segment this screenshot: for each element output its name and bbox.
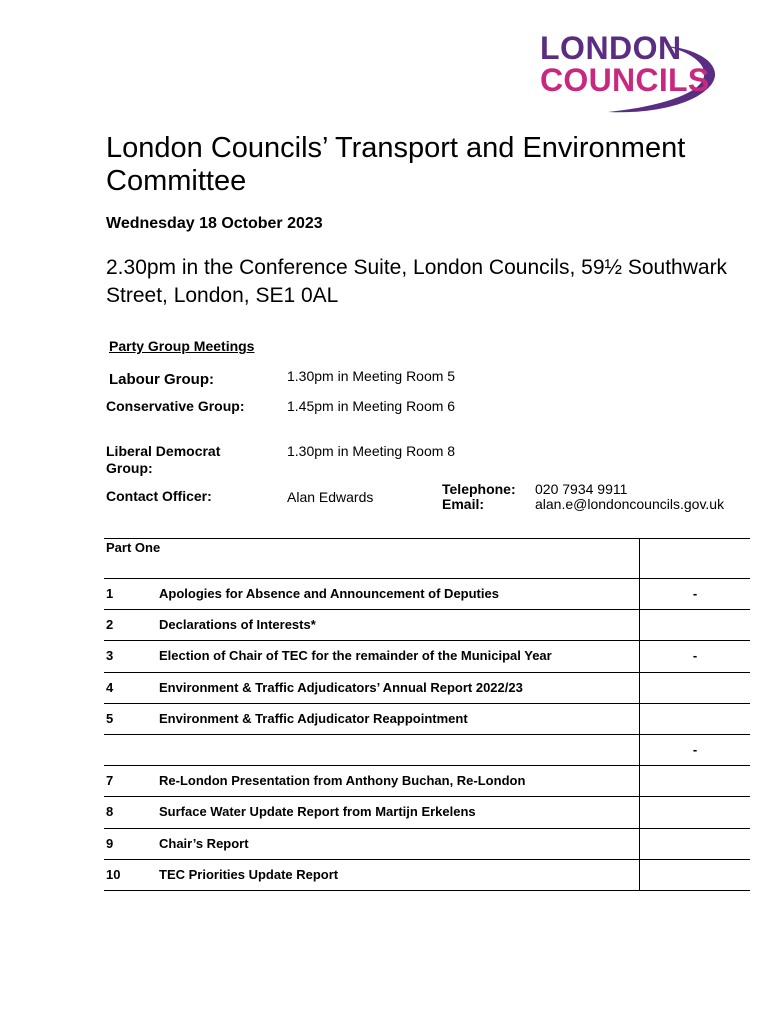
email-label: Email: <box>442 496 485 512</box>
labour-group-label: Labour Group: <box>109 371 214 388</box>
agenda-item-title: Chair’s Report <box>159 835 249 851</box>
meeting-date: Wednesday 18 October 2023 <box>106 215 323 232</box>
telephone-label: Telephone: <box>442 481 516 497</box>
agenda-item-title: Election of Chair of TEC for the remainder of the Municipal Year <box>159 648 552 664</box>
agenda-item-number: 5 <box>106 710 114 726</box>
agenda-item-title: Environment & Traffic Adjudicator Reappointment <box>159 710 468 726</box>
agenda-item-number: 4 <box>106 679 114 695</box>
agenda-row-divider <box>104 672 750 673</box>
agenda-row-divider <box>104 578 750 579</box>
labour-group-time: 1.30pm in Meeting Room 5 <box>287 368 456 384</box>
agenda-item-number: 3 <box>106 648 114 664</box>
agenda-item-title: Declarations of Interests* <box>159 617 316 633</box>
meeting-venue: 2.30pm in the Conference Suite, London Councils, 59½ Southwark Street, London, SE1 0AL <box>106 256 728 307</box>
agenda-item-number: 7 <box>106 773 114 789</box>
conservative-group-label: Conservative Group: <box>106 398 245 414</box>
logo-text-councils: COUNCILS <box>540 62 710 98</box>
contact-officer-name: Alan Edwards <box>287 489 374 505</box>
agenda-table-top-border <box>104 538 750 539</box>
agenda-item-title: TEC Priorities Update Report <box>159 866 339 882</box>
agenda-row-divider <box>104 765 750 766</box>
agenda-item-title: Surface Water Update Report from Martijn Erkelens <box>159 804 476 820</box>
agenda-row-divider <box>104 640 750 641</box>
agenda-row-divider <box>104 828 750 829</box>
agenda-item-number: 9 <box>106 835 114 851</box>
agenda-row-divider <box>104 890 750 891</box>
logo-text-london: LONDON <box>540 30 682 66</box>
part-one-label: Part One <box>106 540 161 555</box>
agenda-item-page: - <box>692 586 698 601</box>
agenda-row-divider <box>104 734 750 735</box>
agenda-item-number: 1 <box>106 586 114 601</box>
agenda-item-page: - <box>692 648 698 664</box>
libdem-group-time: 1.30pm in Meeting Room 8 <box>287 443 456 459</box>
agenda-row-divider <box>104 796 750 797</box>
contact-officer-label: Contact Officer: <box>106 488 212 504</box>
london-councils-logo <box>538 28 723 118</box>
conservative-group-time: 1.45pm in Meeting Room 6 <box>287 398 456 414</box>
page-title: London Councils’ Transport and Environment Committee <box>106 132 686 197</box>
agenda-item-page: - <box>692 742 698 757</box>
party-group-heading: Party Group Meetings <box>109 338 255 354</box>
agenda-item-number: 2 <box>106 617 114 633</box>
agenda-item-title: Environment & Traffic Adjudicators’ Annual Report 2022/23 <box>159 679 523 695</box>
agenda-row-divider <box>104 859 750 860</box>
agenda-item-number: 8 <box>106 804 114 820</box>
agenda-item-title: Apologies for Absence and Announcement of Deputies <box>159 586 499 601</box>
agenda-item-number: 10 <box>106 866 121 882</box>
libdem-group-label: Liberal Democrat Group: <box>106 443 221 476</box>
agenda-row-divider <box>104 609 750 610</box>
email-value[interactable]: alan.e@londoncouncils.gov.uk <box>535 496 725 512</box>
agenda-item-title: Re-London Presentation from Anthony Buchan, Re-London <box>159 773 526 789</box>
agenda-row-divider <box>104 703 750 704</box>
telephone-value: 020 7934 9911 <box>535 481 628 497</box>
